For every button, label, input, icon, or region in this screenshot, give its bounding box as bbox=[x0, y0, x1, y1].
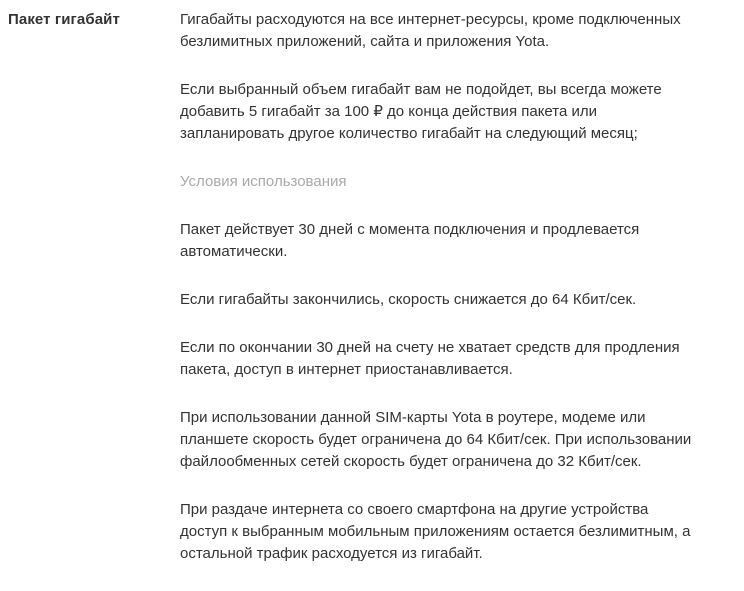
paragraph-usage: Гигабайты расходуются на все интернет-ресурсы, кроме подключенных безлимитных приложений, сайта и приложения Yota. bbox=[180, 11, 681, 50]
section-content bbox=[180, 9, 694, 591]
paragraph-validity: Пакет действует 30 дней с момента подключения и продлевается автоматически. bbox=[180, 221, 640, 260]
terms-subheading: Условия использования bbox=[180, 173, 347, 190]
paragraph-sim-usage: При использовании данной SIM-карты Yota в роутере, модеме или планшете скорость будет ограничена до 64 Кбит/сек. При использовании файлообменных сетей скорость будет ограничена до 32 Кбит/сек. bbox=[180, 409, 692, 470]
section-label: Пакет гигабайт bbox=[8, 11, 120, 28]
paragraph-speed-limit: Если гигабайты закончились, скорость снижается до 64 Кбит/сек. bbox=[180, 291, 637, 308]
paragraph-insufficient-funds: Если по окончании 30 дней на счету не хватает средств для продления пакета, доступ в интернет приостанавливается. bbox=[180, 339, 680, 378]
paragraph-add-gigabytes: Если выбранный объем гигабайт вам не подойдет, вы всегда можете добавить 5 гигабайт за 100 ₽ до конца действия пакета или запланировать другое количество гигабайт на следующий месяц; bbox=[180, 81, 662, 142]
paragraph-tethering: При раздаче интернета со своего смартфона на другие устройства доступ к выбранным мобильным приложениям остается безлимитным, а остальной трафик расходуется из гигабайт. bbox=[180, 501, 691, 562]
